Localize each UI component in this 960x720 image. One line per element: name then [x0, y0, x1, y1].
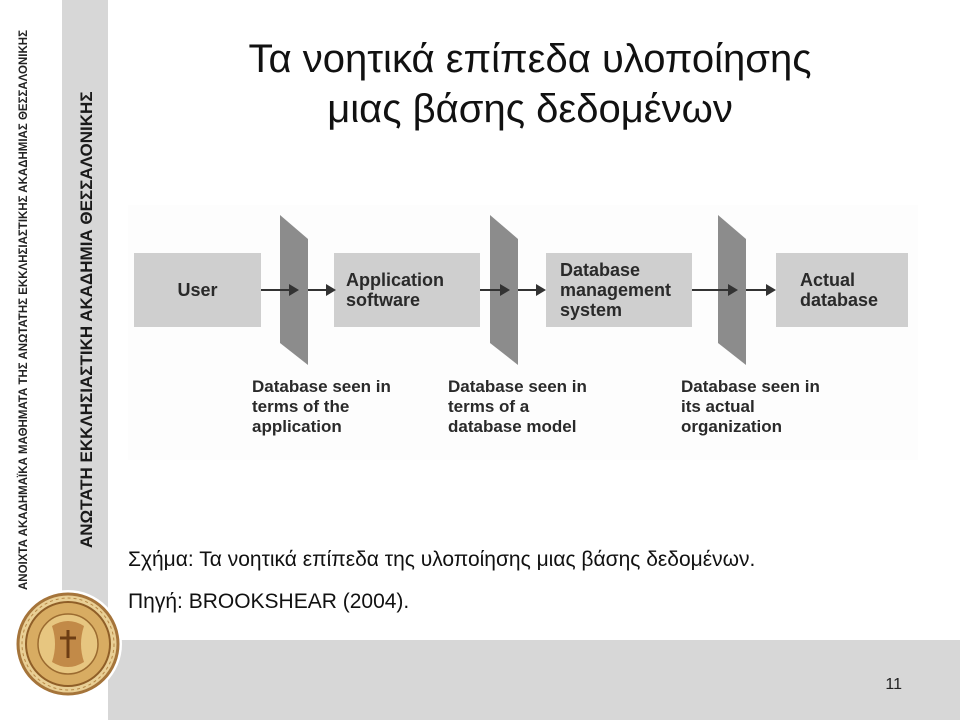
application-software-label: Application software — [346, 270, 444, 310]
figure-caption: Σχήμα: Τα νοητικά επίπεδα της υλοποίησης μιας βάσης δεδομένων. — [128, 548, 756, 571]
db-levels-diagram — [128, 205, 918, 460]
caption-model-view: Database seen in terms of a database model — [448, 377, 587, 436]
user-box — [134, 253, 261, 327]
slide-title — [140, 34, 920, 134]
academy-seal-logo — [12, 588, 124, 700]
strip-separator — [48, 0, 62, 640]
application-software-box — [334, 253, 480, 327]
open-courses-vertical-text: ΑΝΟΙΧΤΑ ΑΚΑΔΗΜΑΪΚΑ ΜΑΘΗΜΑΤΑ ΤΗΣ ΑΝΩΤΑΤΗΣ ΕΚΚΛΗΣΙΑΣΤΙΚΗΣ ΑΚΑΔΗΜΙΑΣ ΘΕΣΣΑΛΟΝΙΚΗΣ — [18, 30, 30, 590]
user-box-label: User — [177, 280, 218, 300]
academy-vertical-text: ΑΝΩΤΑΤΗ ΕΚΚΛΗΣΙΑΣΤΙΚΗ ΑΚΑΔΗΜΙΑ ΘΕΣΣΑΛΟΝΙΚΗΣ — [77, 91, 96, 548]
figure-source: Πηγή: BROOKSHEAR (2004). — [128, 590, 410, 613]
actual-database-label: Actual database — [800, 270, 879, 310]
title-line-2: μιας βάσης δεδομένων — [327, 87, 733, 131]
dbms-box — [546, 253, 692, 327]
actual-database-box — [776, 253, 908, 327]
footer-bar — [108, 640, 960, 720]
caption-organization-view: Database seen in its actual organization — [681, 377, 820, 436]
dbms-label: Database management system — [560, 260, 672, 320]
caption-application-view: Database seen in terms of the application — [252, 377, 391, 436]
page-number: 11 — [885, 676, 902, 693]
title-line-1: Τα νοητικά επίπεδα υλοποίησης — [248, 37, 812, 81]
